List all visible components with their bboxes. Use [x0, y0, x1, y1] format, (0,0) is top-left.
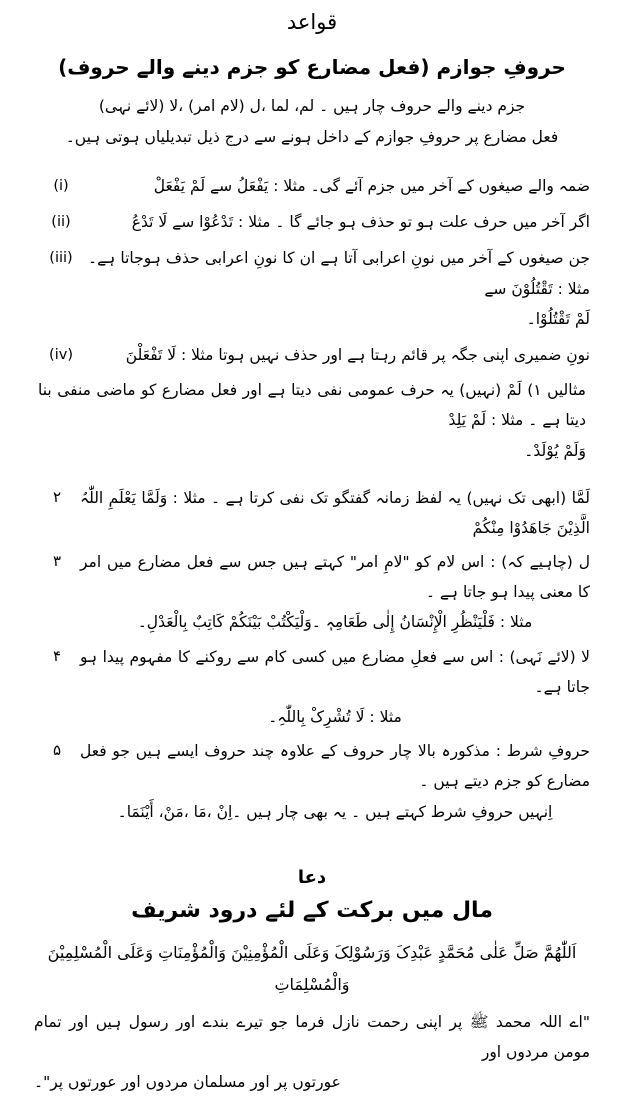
- rule-text: ضمہ والے صیغوں کے آخر میں جزم آئے گی۔ مثلا : یَفْعَلُ سے لَمْ یَفْعَلْ: [153, 176, 590, 195]
- rule-item: [34, 171, 590, 201]
- rule-marker: (ii): [51, 214, 71, 231]
- rule-item: [34, 243, 590, 334]
- rule-text-main: جن صیغوں کے آخر میں نونِ اعرابی آتا ہے ان کا نونِ اعرابی حذف ہوجاتا ہے۔ مثلا : تَقْتُلُوْنَ سے: [88, 249, 590, 298]
- numbered-text-main: حروفِ شرط : مذکورہ بالا چار حروف کے علاوہ چند حروف ایسے ہیں جو فعل مضارع کو جزم دیتے ہیں ۔: [80, 742, 590, 791]
- numbered-marker: ۲: [52, 487, 62, 506]
- numbered-text: [80, 736, 590, 827]
- numbered-text-main: ل (چاہیے کہ) : اس لام کو "لامِ امر" کہتے ہیں جس سے فعل مضارع میں امر کا معنی پیدا ہو جاتا ہے ۔: [80, 552, 590, 602]
- dua-arabic-text: اَللّٰھُمَّ صَلِّ عَلٰی مُحَمَّدٍ عَبْدِکَ وَرَسُوْلِکَ وَعَلَی الْمُؤْمِنِیْنَ وَالْمُؤْمِنَاتِ وَعَلَی الْمُسْلِمِیْنَ وَالْمُسْلِمَاتِ: [47, 942, 577, 994]
- examples-intro-line-2: وَلَمْ یُوْلَدْ۔: [524, 442, 586, 461]
- dua-translation-line-2: عورتوں پر اور مسلمان مردوں اور عورتوں پر"۔: [34, 1073, 341, 1092]
- intro-line-2: فعل مضارع پر حروفِ جوازم کے داخل ہونے سے درج ذیل تبدیلیاں ہوتی ہیں۔: [65, 128, 559, 147]
- numbered-subline: اِنہیں حروفِ شرط کہتے ہیں ۔ یہ بھی چار ہیں ۔اِنْ ،مَا ،مَنْ، أَیْنَمَا۔: [117, 802, 553, 821]
- rule-item: [34, 207, 590, 237]
- rule-item: [34, 340, 590, 370]
- numbered-marker: ۵: [52, 741, 62, 760]
- rules-list: [34, 171, 590, 370]
- rule-text: [88, 243, 590, 334]
- page-title: قواعد: [286, 10, 338, 34]
- numbered-text: [80, 547, 590, 638]
- numbered-item: [34, 736, 590, 827]
- numbered-text: [80, 642, 590, 733]
- section-heading: حروفِ جوازم (فعل مضارع کو جزم دینے والے حروف): [58, 55, 566, 79]
- numbered-text: لَمَّا (ابھی تک نہیں) یہ لفظ زمانہ گفتگو تک نفی کرتا ہے ۔ مثلا : وَلَمَّا یَعْلَمِ اللّٰہُ الَّذِیْنَ جَاھَدُوْا مِنْکُمْ: [80, 488, 590, 537]
- dua-translation-line-1: "اے اللہ محمد ﷺ پر اپنی رحمت نازل فرما جو تیرے بندے اور رسول ہیں اور تمام مومن مردوں اور: [34, 1012, 590, 1062]
- numbered-marker: ۳: [52, 551, 62, 570]
- examples-intro-line-1: مثالیں ۱) لَمْ (نہیں) یہ حرف عمومی نفی دیتا ہے اور فعل مضارع کو ماضی منفی بنا دیتا ہے ۔ مثلا : لَمْ یَلِدْ: [38, 381, 586, 429]
- numbered-item: [34, 547, 590, 638]
- rule-marker: (i): [53, 177, 69, 194]
- numbered-list: [34, 483, 590, 827]
- intro-line-1: جزم دینے والے حروف چار ہیں ۔ لم، لما ،ل (لام امر) ،لا (لائے نہی): [98, 97, 526, 115]
- numbered-subline: مثلا : لَا تُشْرِکْ بِاللّٰہِ۔: [268, 708, 402, 727]
- rule-text: اگر آخر میں حرف علت ہو تو حذف ہو جائے گا ۔ مثلا : تَدْعُوْا سے لَا تَدْعُ: [131, 213, 590, 232]
- numbered-marker: ۴: [52, 646, 62, 665]
- dua-translation: [34, 1007, 590, 1098]
- rule-text-continuation: لَمْ تَقْتُلُوْا۔: [526, 309, 590, 328]
- dua-heading: مال میں برکت کے لئے درود شریف: [131, 897, 493, 923]
- numbered-item: [34, 483, 590, 543]
- numbered-subline: مثلا : فَلْیَنْظُرِ الْإِنْسَانُ إِلٰی طَعَامِہٖ ۔وَلْیَکْتُبْ بَیْنَکُمْ کَاتِبٌ بِالْعَدْلِ۔: [137, 613, 533, 632]
- rule-marker: (iv): [49, 346, 73, 363]
- rule-text: نونِ ضمیری اپنی جگہ پر قائم رہتا ہے اور حذف نہیں ہوتا مثلا : لَا تَفْعَلْنَ: [125, 345, 590, 364]
- numbered-item: [34, 642, 590, 733]
- dua-label: دعا: [297, 866, 327, 888]
- rule-marker: (iii): [49, 250, 73, 267]
- document-page: [0, 10, 624, 1092]
- numbered-text-main: لا (لائے نَہی) : اس سے فعلِ مضارع میں کسی کام سے روکنے کا مفہوم پیدا ہو جاتا ہے۔: [80, 647, 590, 696]
